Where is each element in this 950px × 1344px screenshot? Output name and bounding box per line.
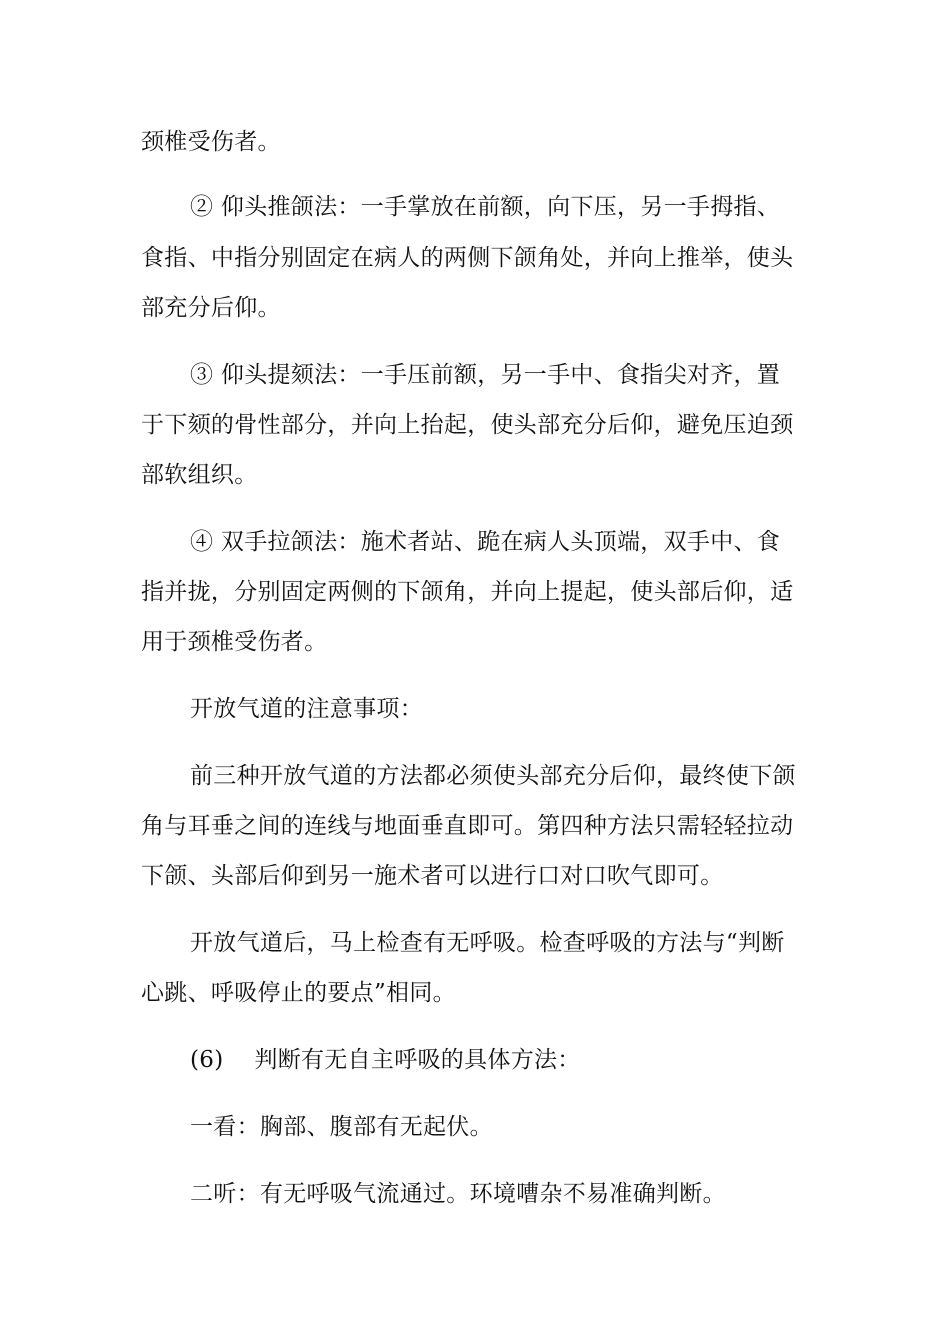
paragraph-line: 前三种开放气道的方法都必须使头部充分后仰，最终使下颌 xyxy=(190,763,796,789)
text-line: 颈椎受伤者。 xyxy=(141,129,281,155)
text-line: 下颌、头部后仰到另一施术者可以进行口对口吹气即可。 xyxy=(141,863,724,889)
text-line: 部软组织。 xyxy=(141,462,258,488)
text-line: 于下颏的骨性部分，并向上抬起，使头部充分后仰，避免压迫颈 xyxy=(141,412,794,438)
text-line: 部充分后仰。 xyxy=(141,295,281,321)
paragraph-line: ④ 双手拉颌法：施术者站、跪在病人头顶端，双手中、食 xyxy=(190,529,781,555)
text-line: 用于颈椎受伤者。 xyxy=(141,629,328,655)
text-line: 心跳、呼吸停止的要点”相同。 xyxy=(141,980,456,1006)
paragraph-line: 二听：有无呼吸气流通过。环境嘈杂不易准确判断。 xyxy=(190,1181,726,1207)
paragraph-line: 开放气道后，马上检查有无呼吸。检查呼吸的方法与“判断 xyxy=(190,930,785,956)
text-line: 食指、中指分别固定在病人的两侧下颌角处，并向上推举，使头 xyxy=(141,245,794,271)
text-line: 角与耳垂之间的连线与地面垂直即可。第四种方法只需轻轻拉动 xyxy=(141,813,794,839)
paragraph-line: 一看：胸部、腹部有无起伏。 xyxy=(190,1114,493,1140)
numbered-heading: (6) 判断有无自主呼吸的具体方法： xyxy=(190,1047,581,1073)
paragraph-line: ③ 仰头提颏法：一手压前额，另一手中、食指尖对齐，置 xyxy=(190,362,781,388)
section-heading: 开放气道的注意事项： xyxy=(190,696,423,722)
paragraph-line: ② 仰头推颌法：一手掌放在前额，向下压，另一手拇指、 xyxy=(190,194,781,220)
text-line: 指并拢，分别固定两侧的下颌角，并向上提起，使头部后仰，适 xyxy=(141,579,794,605)
